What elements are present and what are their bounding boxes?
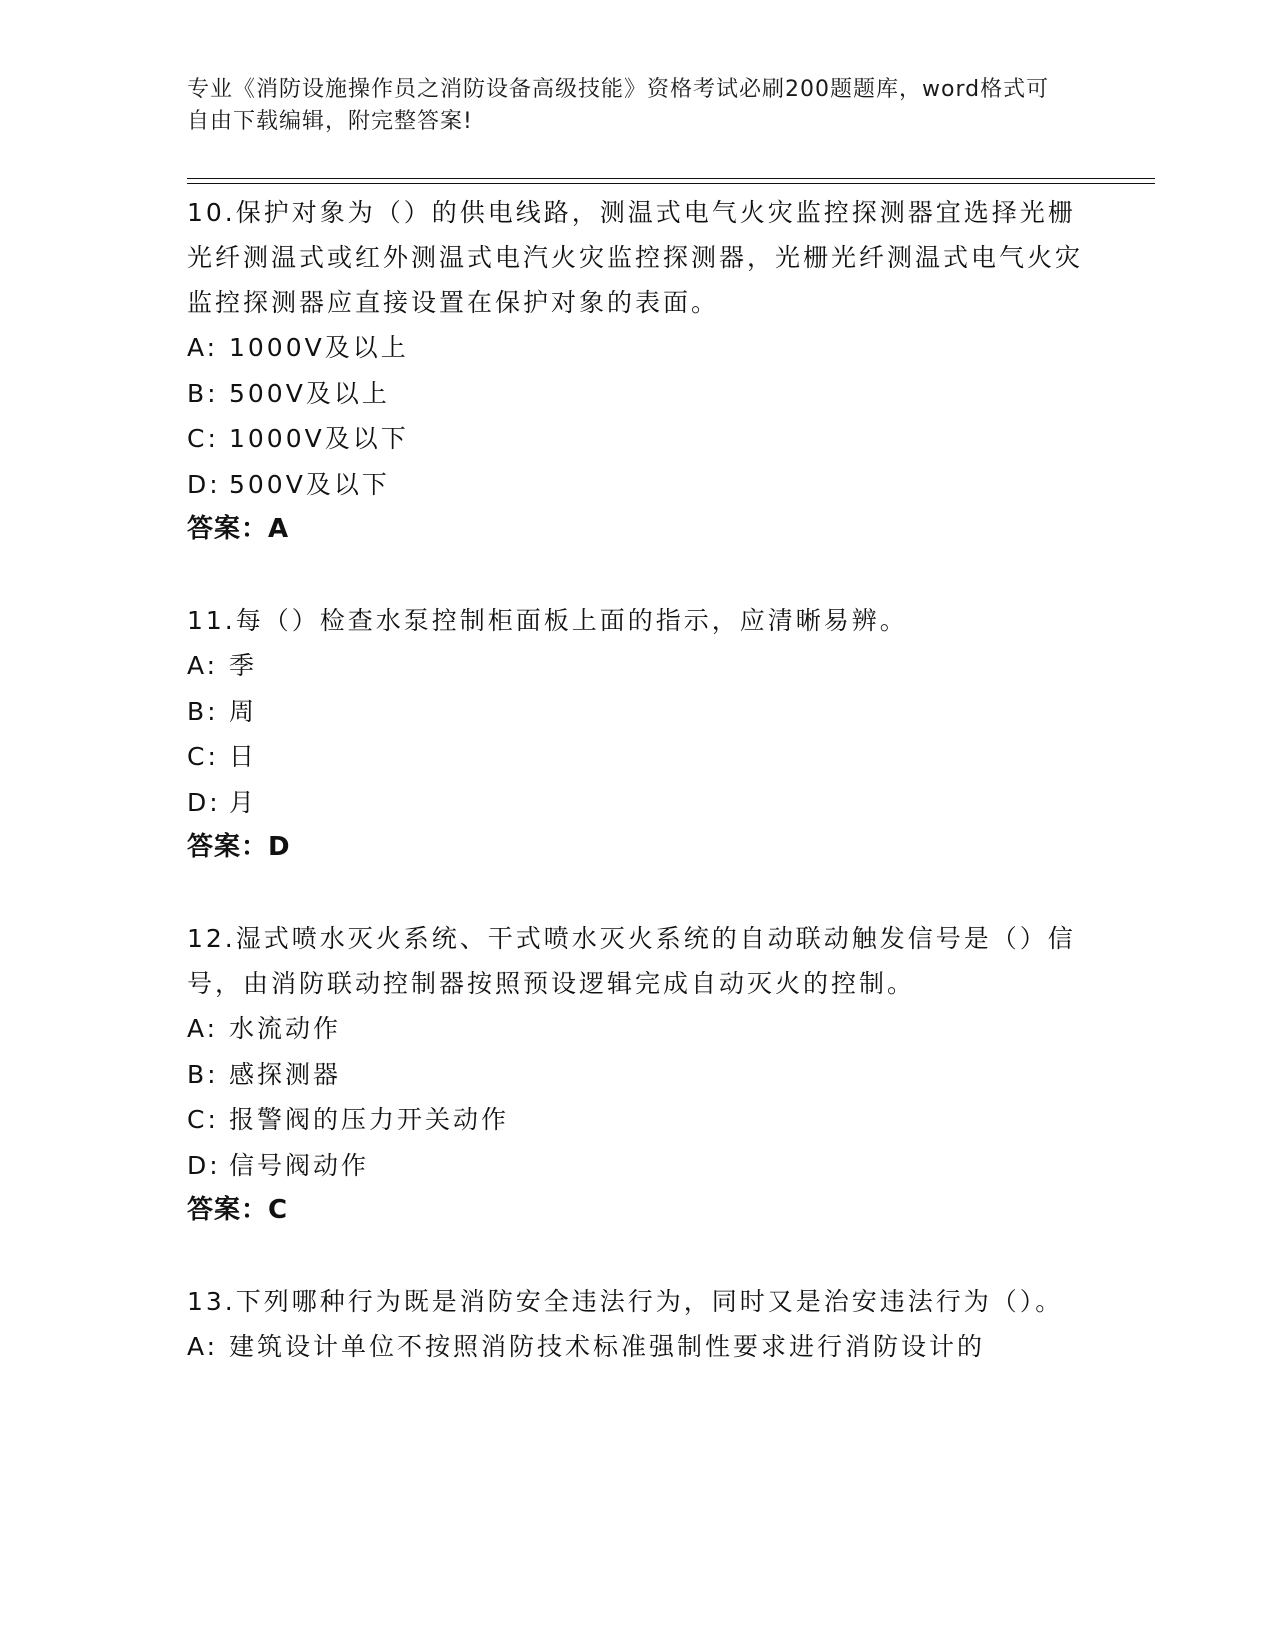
question-stem: 13.下列哪种行为既是消防安全违法行为，同时又是治安违法行为（）。 (187, 1287, 1064, 1316)
option-text: 月 (229, 787, 258, 817)
question-item (187, 1279, 1087, 1370)
question-stem: 11.每（）检查水泵控制柜面板上面的指示，应清晰易辨。 (187, 606, 908, 635)
option-c (187, 734, 1087, 780)
option-letter: C: (187, 424, 219, 453)
option-letter: A: (187, 1014, 219, 1043)
question-item (187, 916, 1087, 1233)
question-list (187, 190, 1087, 1416)
option-b (187, 1052, 1087, 1098)
option-text: 报警阀的压力开关动作 (229, 1105, 510, 1134)
document-header: 专业《消防设施操作员之消防设备高级技能》资格考试必刷200题题库，word格式可自由下载编辑，附完整答案! (187, 77, 1050, 134)
option-letter: A: (187, 1332, 219, 1361)
option-letter: A: (187, 651, 219, 680)
option-letter: B: (187, 696, 219, 726)
option-text: 季 (229, 651, 258, 680)
question-stem: 10.保护对象为（）的供电线路，测温式电气火灾监控探测器宜选择光栅光纤测温式或红外测温式电汽火灾监控探测器，光栅光纤测温式电气火灾监控探测器应直接设置在保护对象的表面。 (187, 198, 1084, 317)
option-d (187, 780, 1087, 826)
question-item (187, 598, 1087, 870)
option-letter: B: (187, 378, 219, 408)
option-letter: C: (187, 742, 219, 771)
option-letter: A: (187, 333, 219, 362)
divider-line (187, 183, 1155, 184)
option-b (187, 689, 1087, 735)
option-a (187, 643, 1087, 689)
option-c (187, 1097, 1087, 1143)
option-letter: D: (187, 469, 221, 499)
question-item (187, 190, 1087, 552)
question-stem: 12.湿式喷水灭火系统、干式喷水灭火系统的自动联动触发信号是（）信号，由消防联动控制器按照预设逻辑完成自动灭火的控制。 (187, 924, 1076, 998)
option-text: 周 (229, 696, 258, 726)
option-d (187, 1143, 1087, 1189)
option-text: 建筑设计单位不按照消防技术标准强制性要求进行消防设计的 (229, 1332, 986, 1361)
option-letter: C: (187, 1105, 219, 1134)
option-a (187, 1006, 1087, 1052)
option-a (187, 1324, 1087, 1370)
option-text: 500V及以下 (229, 469, 390, 499)
answer-line: 答案：C (187, 1195, 289, 1225)
header-divider (187, 178, 1155, 184)
option-b (187, 371, 1087, 417)
option-d (187, 462, 1087, 508)
divider-line (187, 178, 1155, 179)
option-text: 感探测器 (229, 1059, 342, 1089)
option-c (187, 416, 1087, 462)
option-text: 500V及以上 (229, 378, 390, 408)
option-text: 1000V及以上 (229, 333, 409, 362)
answer-line: 答案：A (187, 514, 290, 544)
option-text: 日 (229, 742, 258, 771)
option-letter: D: (187, 787, 221, 817)
option-letter: B: (187, 1059, 219, 1089)
option-letter: D: (187, 1150, 221, 1180)
option-text: 水流动作 (229, 1014, 342, 1043)
option-text: 1000V及以下 (229, 424, 409, 453)
answer-line: 答案：D (187, 832, 291, 862)
option-text: 信号阀动作 (229, 1150, 370, 1180)
option-a (187, 325, 1087, 371)
